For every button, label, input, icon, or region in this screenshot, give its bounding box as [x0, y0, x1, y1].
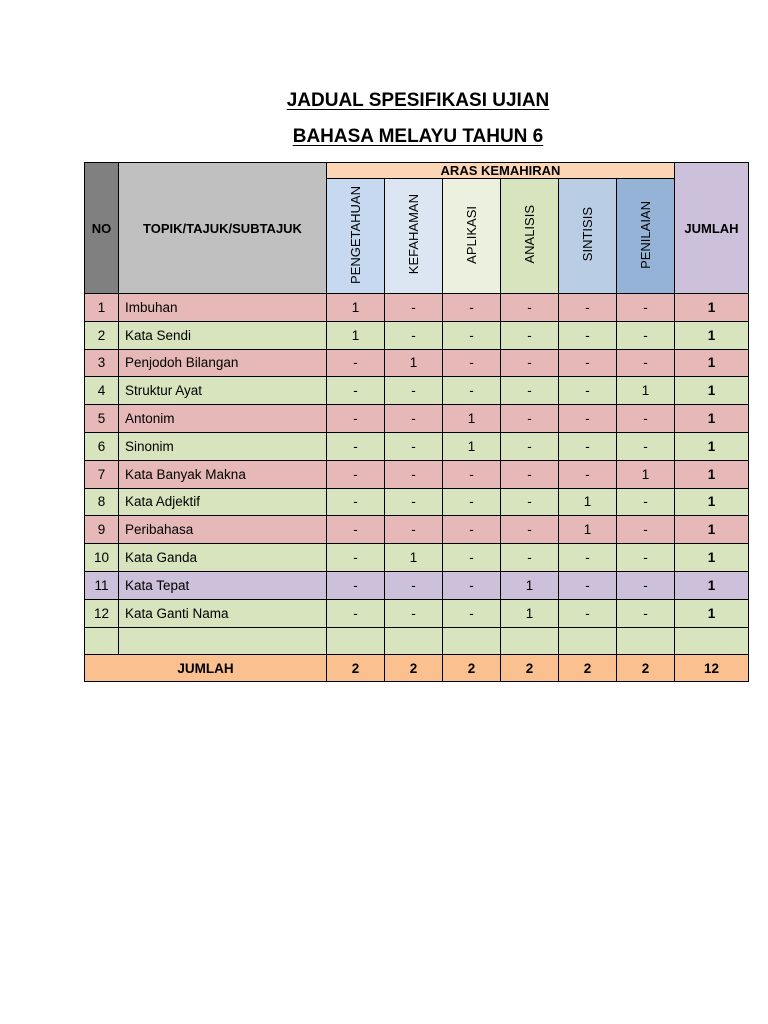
row-value: 1 — [617, 377, 675, 405]
row-value — [443, 627, 501, 655]
footer-grand-total: 12 — [675, 655, 749, 682]
row-value: - — [559, 599, 617, 627]
row-value: - — [443, 599, 501, 627]
table-row — [85, 488, 749, 516]
row-value: - — [501, 460, 559, 488]
row-no: 1 — [85, 294, 119, 322]
row-value: - — [617, 599, 675, 627]
row-topic: Kata Ganda — [119, 544, 327, 572]
table-row — [85, 460, 749, 488]
row-total: 1 — [675, 349, 749, 377]
table-row-empty — [85, 627, 749, 655]
footer-value: 2 — [501, 655, 559, 682]
header-level-label: KEFAHAMAN — [406, 194, 421, 275]
document-subtitle: BAHASA MELAYU TAHUN 6 — [292, 126, 544, 147]
row-value — [617, 627, 675, 655]
row-total: 1 — [675, 377, 749, 405]
row-topic: Kata Banyak Makna — [119, 460, 327, 488]
row-value: - — [501, 544, 559, 572]
row-value: - — [327, 516, 385, 544]
row-topic — [119, 627, 327, 655]
header-level-aplikasi — [443, 179, 501, 294]
row-value: - — [385, 460, 443, 488]
row-value: - — [617, 349, 675, 377]
row-value: - — [443, 349, 501, 377]
row-topic: Kata Sendi — [119, 321, 327, 349]
row-value: - — [327, 599, 385, 627]
row-no — [85, 627, 119, 655]
row-value: - — [617, 321, 675, 349]
document-title: JADUAL SPESIFIKASI UJIAN — [286, 90, 550, 111]
row-total: 1 — [675, 571, 749, 599]
row-value: 1 — [327, 294, 385, 322]
header-level-pengetahuan — [327, 179, 385, 294]
row-value: - — [559, 321, 617, 349]
row-topic: Kata Tepat — [119, 571, 327, 599]
row-value: - — [501, 377, 559, 405]
row-value: - — [617, 432, 675, 460]
row-topic: Kata Adjektif — [119, 488, 327, 516]
row-value: - — [559, 544, 617, 572]
row-value: 1 — [443, 405, 501, 433]
row-value: - — [327, 544, 385, 572]
row-value: 1 — [385, 544, 443, 572]
row-value: - — [385, 488, 443, 516]
row-value: - — [385, 571, 443, 599]
row-value — [559, 627, 617, 655]
row-topic: Kata Ganti Nama — [119, 599, 327, 627]
table-row — [85, 599, 749, 627]
row-no: 12 — [85, 599, 119, 627]
row-total: 1 — [675, 460, 749, 488]
row-value: - — [385, 599, 443, 627]
row-value: - — [327, 349, 385, 377]
row-value: - — [443, 321, 501, 349]
row-total: 1 — [675, 405, 749, 433]
footer-value: 2 — [617, 655, 675, 682]
row-value: 1 — [501, 571, 559, 599]
row-value — [327, 627, 385, 655]
row-total: 1 — [675, 544, 749, 572]
row-value: - — [617, 544, 675, 572]
row-no: 4 — [85, 377, 119, 405]
row-value: - — [501, 516, 559, 544]
row-total: 1 — [675, 294, 749, 322]
row-value: - — [559, 432, 617, 460]
row-value: 1 — [327, 321, 385, 349]
row-value: - — [385, 432, 443, 460]
row-value: - — [617, 294, 675, 322]
header-level-kefahaman — [385, 179, 443, 294]
row-value: - — [501, 488, 559, 516]
header-level-penilaian — [617, 179, 675, 294]
row-value: 1 — [385, 349, 443, 377]
row-no: 5 — [85, 405, 119, 433]
row-value: - — [559, 460, 617, 488]
row-value: - — [327, 405, 385, 433]
table-row — [85, 321, 749, 349]
row-value: - — [385, 294, 443, 322]
header-topic: TOPIK/TAJUK/SUBTAJUK — [119, 163, 327, 294]
header-level-label: APLIKASI — [464, 205, 479, 264]
footer-value: 2 — [443, 655, 501, 682]
header-level-sintisis — [559, 179, 617, 294]
row-value: - — [617, 516, 675, 544]
row-value: - — [559, 294, 617, 322]
row-value: - — [559, 349, 617, 377]
row-value: 1 — [559, 488, 617, 516]
row-value: - — [501, 294, 559, 322]
header-level-label: ANALISIS — [522, 205, 537, 264]
row-topic: Struktur Ayat — [119, 377, 327, 405]
row-value: 1 — [443, 432, 501, 460]
row-no: 10 — [85, 544, 119, 572]
row-value: - — [617, 571, 675, 599]
header-no: NO — [85, 163, 119, 294]
row-value: - — [327, 432, 385, 460]
row-total: 1 — [675, 516, 749, 544]
row-value: - — [385, 377, 443, 405]
row-total — [675, 627, 749, 655]
row-value: - — [501, 432, 559, 460]
table-row — [85, 377, 749, 405]
row-value: - — [617, 405, 675, 433]
row-value: 1 — [559, 516, 617, 544]
row-value: - — [385, 321, 443, 349]
row-topic: Penjodoh Bilangan — [119, 349, 327, 377]
row-value: - — [501, 349, 559, 377]
row-total: 1 — [675, 488, 749, 516]
table-row — [85, 349, 749, 377]
row-value: - — [443, 516, 501, 544]
table-row — [85, 294, 749, 322]
footer-label: JUMLAH — [85, 655, 327, 682]
row-value: - — [559, 571, 617, 599]
row-value: 1 — [501, 599, 559, 627]
row-value: - — [327, 488, 385, 516]
row-no: 9 — [85, 516, 119, 544]
row-total: 1 — [675, 432, 749, 460]
row-topic: Peribahasa — [119, 516, 327, 544]
footer-value: 2 — [559, 655, 617, 682]
row-no: 2 — [85, 321, 119, 349]
table-row — [85, 405, 749, 433]
header-level-label: SINTISIS — [580, 207, 595, 262]
row-value — [501, 627, 559, 655]
row-no: 3 — [85, 349, 119, 377]
row-value: - — [443, 377, 501, 405]
row-value: - — [327, 460, 385, 488]
header-aras-kemahiran: ARAS KEMAHIRAN — [327, 163, 675, 179]
row-value: - — [559, 405, 617, 433]
table-row — [85, 432, 749, 460]
row-topic: Imbuhan — [119, 294, 327, 322]
row-value: - — [327, 571, 385, 599]
row-value: - — [443, 460, 501, 488]
row-no: 11 — [85, 571, 119, 599]
row-value: - — [443, 294, 501, 322]
row-value: - — [501, 405, 559, 433]
row-value: - — [443, 571, 501, 599]
table-row — [85, 544, 749, 572]
row-value: - — [501, 321, 559, 349]
row-total: 1 — [675, 599, 749, 627]
row-value: - — [443, 544, 501, 572]
footer-total-row — [85, 655, 749, 682]
row-value: - — [443, 488, 501, 516]
row-no: 8 — [85, 488, 119, 516]
row-total: 1 — [675, 321, 749, 349]
table-row — [85, 516, 749, 544]
header-level-label: PENGETAHUAN — [348, 185, 363, 284]
header-level-analisis — [501, 179, 559, 294]
row-value — [385, 627, 443, 655]
row-value: - — [327, 377, 385, 405]
row-no: 7 — [85, 460, 119, 488]
header-jumlah: JUMLAH — [675, 163, 749, 294]
footer-value: 2 — [385, 655, 443, 682]
row-topic: Sinonim — [119, 432, 327, 460]
specification-table — [84, 162, 749, 682]
row-value: - — [385, 405, 443, 433]
header-level-label: PENILAIAN — [638, 200, 653, 269]
row-topic: Antonim — [119, 405, 327, 433]
row-value: - — [559, 377, 617, 405]
row-value: - — [617, 488, 675, 516]
row-value: 1 — [617, 460, 675, 488]
footer-value: 2 — [327, 655, 385, 682]
row-no: 6 — [85, 432, 119, 460]
row-value: - — [385, 516, 443, 544]
table-row — [85, 571, 749, 599]
